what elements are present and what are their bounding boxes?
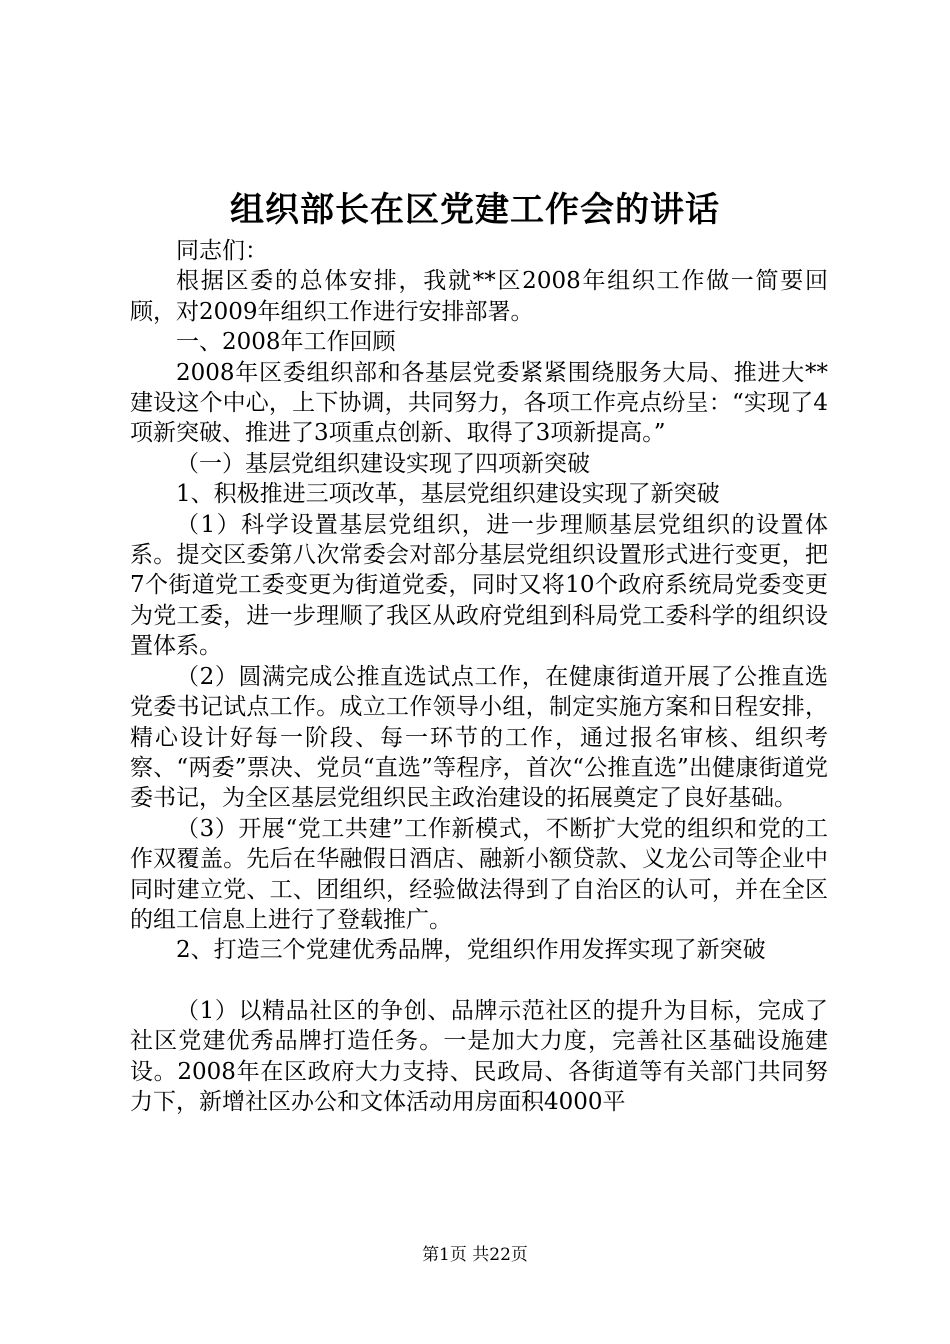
paragraph: （3）开展“党工共建”工作新模式，不断扩大党的组织和党的工作双覆盖。先后在华融假日酒店、融新小额贷款、义龙公司等企业中同时建立党、工、团组织，经验做法得到了自治区的认可，并在全区的组工信息上进行了登载推广。 <box>130 815 828 933</box>
page-footer: 第1页 共22页 <box>422 1245 528 1265</box>
paragraph: （1）科学设置基层党组织，进一步理顺基层党组织的设置体系。提交区委第八次常委会对部分基层党组织设置形式进行变更，把7个街道党工委变更为街道党委，同时又将10个政府系统局党委变更为党工委，进一步理顺了我区从政府党组到科局党工委科学的组织设置体系。 <box>130 511 828 660</box>
document-title: 组织部长在区党建工作会的讲话 <box>230 190 720 230</box>
subsection-heading: （一）基层党组织建设实现了四项新突破 <box>176 450 590 477</box>
paragraph: 2008年区委组织部和各基层党委紧紧围绕服务大局、推进大**建设这个中心，上下协调，共同努力，各项工作亮点纷呈：“实现了4项新突破、推进了3项重点创新、取得了3项新提高。” <box>130 359 828 447</box>
paragraph: 根据区委的总体安排，我就**区2008年组织工作做一简要回顾，对2009年组织工作进行安排部署。 <box>130 268 828 325</box>
salutation: 同志们： <box>176 238 268 264</box>
document-body <box>130 236 828 1117</box>
paragraph: （2）圆满完成公推直选试点工作，在健康街道开展了公推直选党委书记试点工作。成立工作领导小组，制定实施方案和日程安排，精心设计好每一阶段、每一环节的工作，通过报名审核、组织考察、“两委”票决、党员“直选”等程序，首次“公推直选”出健康街道党委书记，为全区基层党组织民主政治建设的拓展奠定了良好基础。 <box>130 663 828 812</box>
item-heading: 1、积极推进三项改革，基层党组织建设实现了新突破 <box>176 481 720 508</box>
item-heading: 2、打造三个党建优秀品牌，党组织作用发挥实现了新突破 <box>176 937 766 964</box>
section-heading: 一、2008年工作回顾 <box>176 329 396 356</box>
paragraph: （1）以精品社区的争创、品牌示范社区的提升为目标，完成了社区党建优秀品牌打造任务。一是加大力度，完善社区基础设施建设。2008年在区政府大力支持、民政局、各街道等有关部门共同努力下，新增社区办公和文体活动用房面积4000平 <box>130 997 828 1115</box>
